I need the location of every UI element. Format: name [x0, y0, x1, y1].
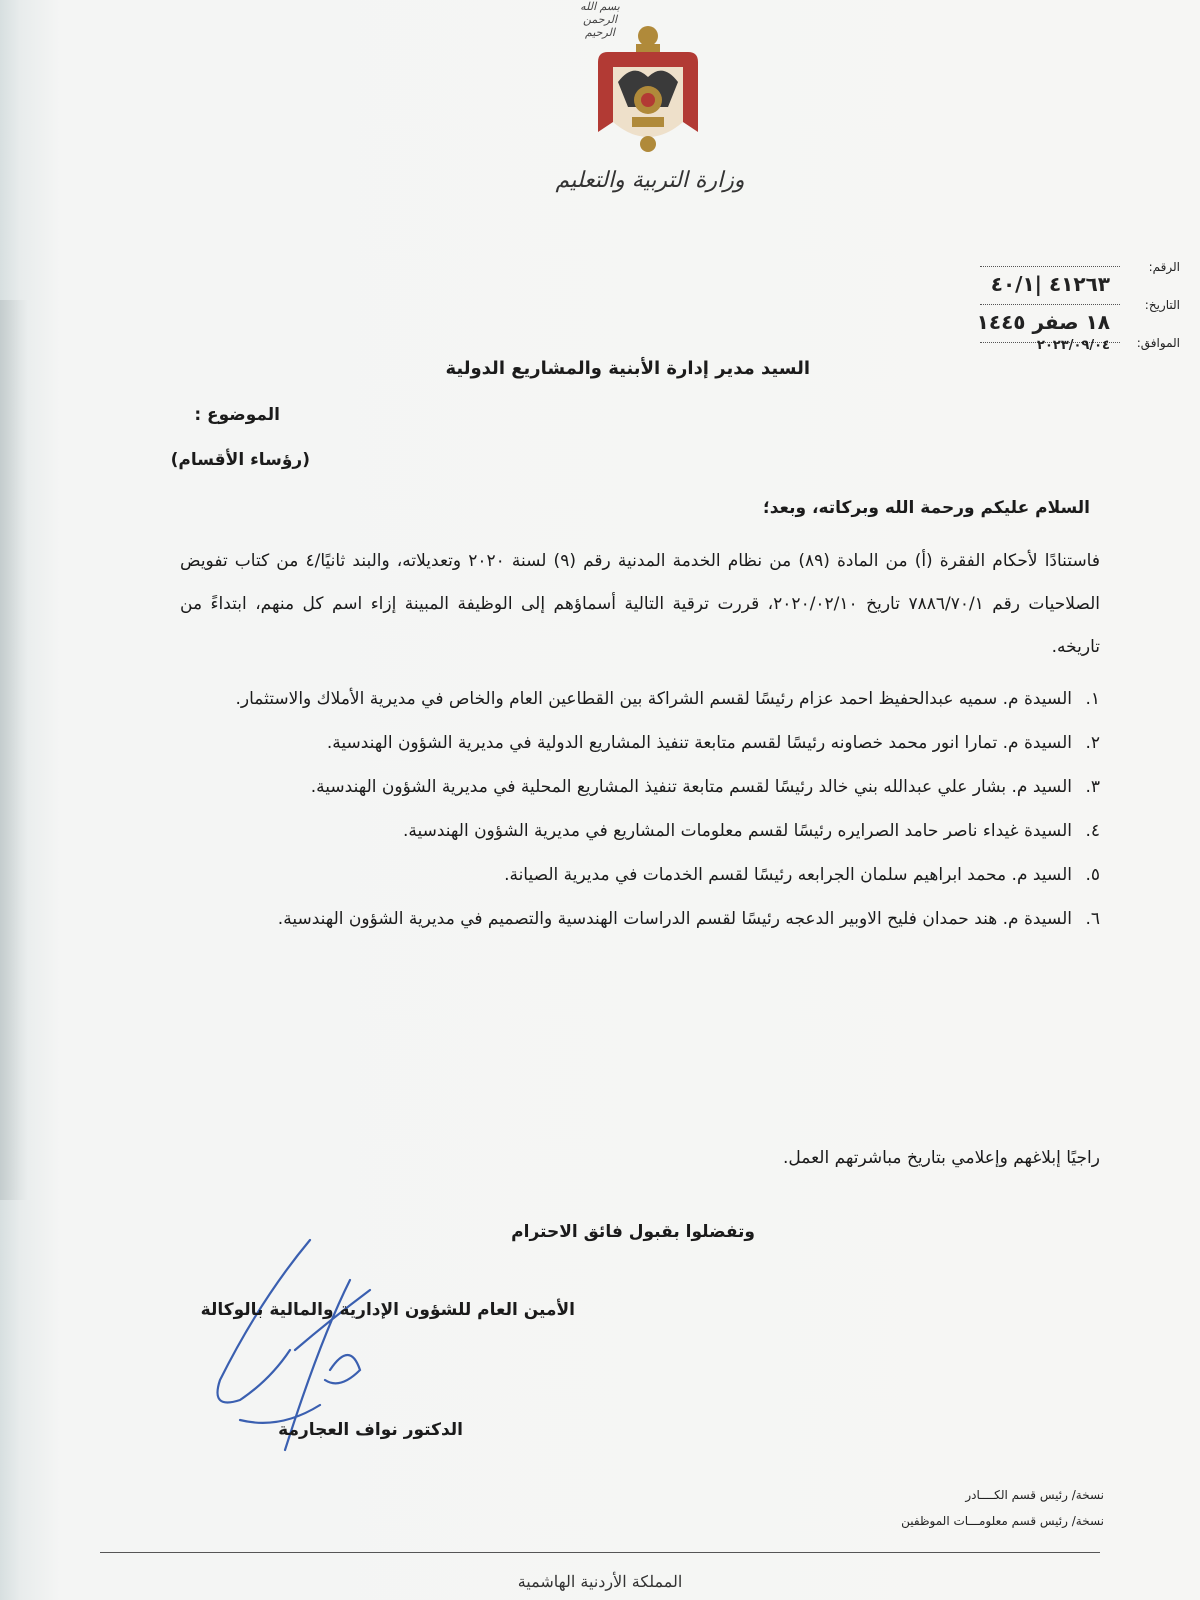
list-item	[160, 721, 1100, 765]
list-item-text: السيدة م. سميه عبدالحفيظ احمد عزام رئيسًا لقسم الشراكة بين القطاعين العام والخاص في مديرية الأملاك والاستثمار.	[235, 689, 1072, 709]
body-paragraph: فاستنادًا لأحكام الفقرة (أ) من المادة (٨٩) من نظام الخدمة المدنية رقم (٩) لسنة ٢٠٢٠ وتعديلاته، والبند ثانيًا/٤ من كتاب تفويض الصلاحيات رقم ٧٨٨٦/٧٠/١ تاريخ ٢٠٢٠/٠٢/١٠، قررت ترقية التالية أسماؤهم إلى الوظيفة المبينة إزاء اسم كل منهم، ابتداءً من تاريخه.	[180, 551, 1100, 657]
copies-list	[901, 1482, 1104, 1534]
list-item	[160, 897, 1100, 941]
signatory-title: الأمين العام للشؤون الإدارية والمالية بالوكالة	[200, 1300, 575, 1320]
dots-line	[980, 304, 1120, 305]
dots-line	[980, 266, 1120, 267]
regards: وتفضلوا بقبول فائق الاحترام	[511, 1222, 755, 1242]
list-item-number: ١.	[1085, 689, 1100, 709]
signatory-name: الدكتور نواف العجارمة	[278, 1420, 463, 1440]
reference-gregorian-value: ٢٠٢٣/٠٩/٠٤	[1037, 338, 1110, 353]
reference-date-row	[920, 298, 1180, 336]
addressee: السيد مدير إدارة الأبنية والمشاريع الدولية	[445, 358, 810, 379]
subject-label: الموضوع :	[194, 405, 280, 425]
reference-block	[920, 260, 1180, 374]
coat-of-arms-icon	[588, 22, 708, 162]
list-item-text: السيد م. محمد ابراهيم سلمان الجرابعه رئيسًا لقسم الخدمات في مديرية الصيانة.	[504, 865, 1072, 885]
footer-text: المملكة الأردنية الهاشمية	[517, 1572, 683, 1591]
reference-gregorian-label: الموافق:	[1136, 336, 1180, 350]
list-item-number: ٦.	[1085, 909, 1100, 929]
list-item-number: ٢.	[1085, 733, 1100, 753]
list-item-text: السيدة م. تمارا انور محمد خصاونه رئيسًا لقسم متابعة تنفيذ المشاريع الدولية في مديرية الشؤون الهندسية.	[326, 733, 1072, 753]
list-item	[160, 809, 1100, 853]
ministry-name: وزارة التربية والتعليم	[555, 168, 745, 193]
footer-divider	[100, 1552, 1100, 1553]
list-item-text: السيدة غيداء ناصر حامد الصرايره رئيسًا لقسم معلومات المشاريع في مديرية الشؤون الهندسية.	[402, 821, 1072, 841]
reference-number-row	[920, 260, 1180, 298]
copy-line: نسخة/ رئيس قسم معلومـــات الموظفين	[901, 1514, 1104, 1528]
basmala: بسم الله الرحمن الرحيم	[580, 0, 620, 39]
list-item-text: السيدة م. هند حمدان فليح الاوبير الدعجه رئيسًا لقسم الدراسات الهندسية والتصميم في مديرية الشؤون الهندسية.	[277, 909, 1072, 929]
list-item-text: السيد م. بشار علي عبدالله بني خالد رئيسًا لقسم متابعة تنفيذ المشاريع المحلية في مديرية الشؤون الهندسية.	[310, 777, 1072, 797]
list-item-number: ٤.	[1085, 821, 1100, 841]
closing-line: راجيًا إبلاغهم وإعلامي بتاريخ مباشرتهم العمل.	[783, 1148, 1100, 1168]
promotion-list	[160, 677, 1100, 941]
reference-date-value: ١٨ صفر ١٤٤٥	[976, 310, 1110, 334]
copy-line: نسخة/ رئيس قسم الكــــادر	[965, 1488, 1104, 1502]
reference-number-label: الرقم:	[1148, 260, 1180, 274]
reference-date-label: التاريخ:	[1144, 298, 1180, 312]
reference-gregorian-row	[920, 336, 1180, 374]
paper-edge-shadow	[0, 300, 28, 1200]
list-item-number: ٥.	[1085, 865, 1100, 885]
greeting: السلام عليكم ورحمة الله وبركاته، وبعد؛	[762, 498, 1090, 518]
reference-number-value: ٤١٢٦٣ |٤٠/١	[990, 272, 1110, 296]
list-item-number: ٣.	[1085, 777, 1100, 797]
list-item	[160, 677, 1100, 721]
list-item	[160, 853, 1100, 897]
list-item	[160, 765, 1100, 809]
subject-text: (رؤساء الأقسام)	[170, 450, 310, 470]
